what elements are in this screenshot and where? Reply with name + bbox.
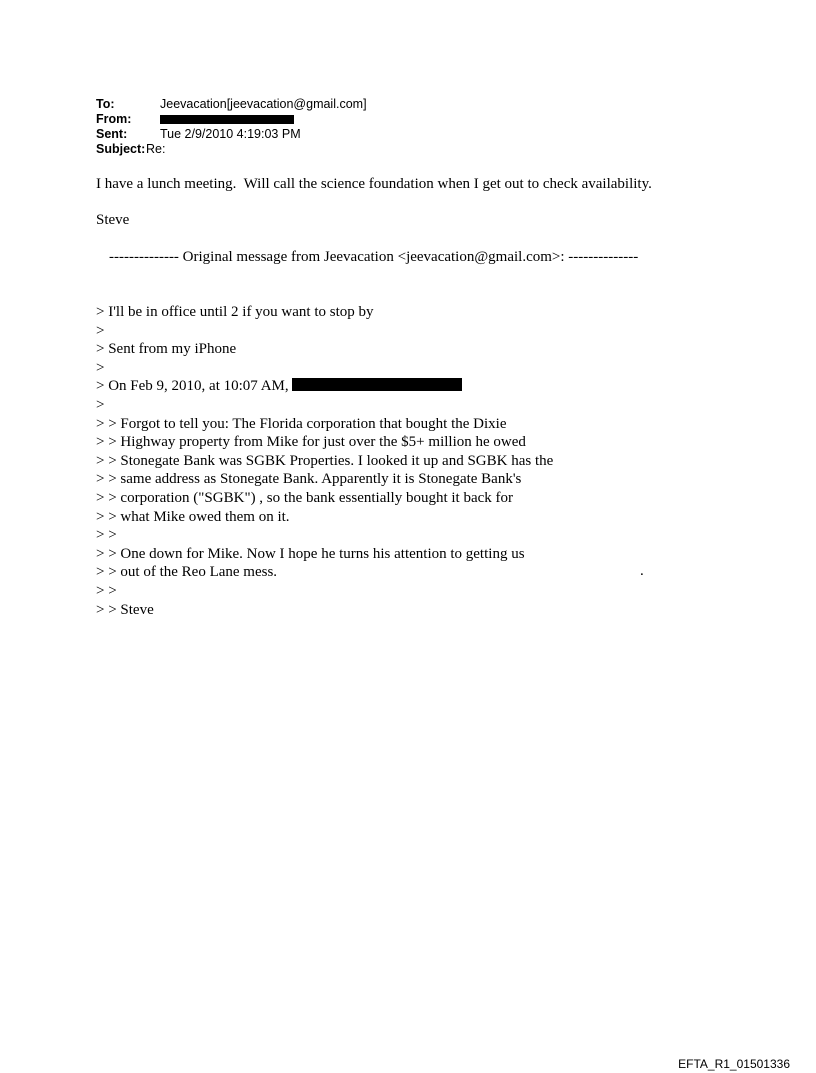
quoted-line: > > Stonegate Bank was SGBK Properties. I looked it up and SGBK has the [96, 452, 554, 469]
quoted-line: > [96, 322, 105, 339]
quoted-line: > > Highway property from Mike for just over the $5+ million he owed [96, 434, 526, 451]
quoted-line: > > out of the Reo Lane mess. [96, 564, 278, 581]
quoted-line: > > corporation ("SGBK") , so the bank essentially bought it back for [96, 489, 514, 506]
attribution-text: > On Feb 9, 2010, at 10:07 AM, [96, 378, 289, 395]
to-label: To: [96, 97, 115, 111]
quoted-line: > > same address as Stonegate Bank. Apparently it is Stonegate Bank's [96, 471, 522, 488]
subject-row [96, 142, 367, 157]
to-value: Jeevacation[jeevacation@gmail.com] [160, 97, 367, 111]
quoted-message [96, 303, 553, 619]
quoted-line: > [96, 396, 105, 413]
sent-value: Tue 2/9/2010 4:19:03 PM [160, 127, 301, 141]
from-redaction [160, 115, 294, 124]
bates-number: EFTA_R1_01501336 [678, 1057, 790, 1071]
email-header [96, 97, 367, 157]
quoted-line: > Sent from my iPhone [96, 341, 237, 358]
quoted-line: > > [96, 582, 117, 599]
quoted-line: > > [96, 527, 117, 544]
quoted-line: > > what Mike owed them on it. [96, 508, 290, 525]
to-row [96, 97, 367, 112]
subject-label: Subject: [96, 142, 146, 156]
message-signature: Steve [96, 212, 130, 228]
from-label: From: [96, 112, 132, 126]
message-body: I have a lunch meeting. Will call the science foundation when I get out to check availability. [96, 176, 652, 192]
quoted-line: > I'll be in office until 2 if you want to stop by [96, 304, 374, 320]
quoted-line: > > Steve [96, 601, 154, 618]
stray-mark: . [640, 563, 644, 579]
quoted-line: > > Forgot to tell you: The Florida corporation that bought the Dixie [96, 415, 507, 432]
sent-label: Sent: [96, 127, 128, 141]
subject-value: Re: [146, 142, 166, 156]
original-message-header: -------------- Original message from Jeevacation <jeevacation@gmail.com>: -------------- [109, 249, 639, 265]
sent-row [96, 127, 367, 142]
quoted-line: > [96, 359, 105, 376]
quoted-line-attribution [96, 377, 553, 396]
quoted-line: > > One down for Mike. Now I hope he turns his attention to getting us [96, 545, 525, 562]
email-redaction [292, 378, 462, 391]
from-row [96, 112, 367, 127]
